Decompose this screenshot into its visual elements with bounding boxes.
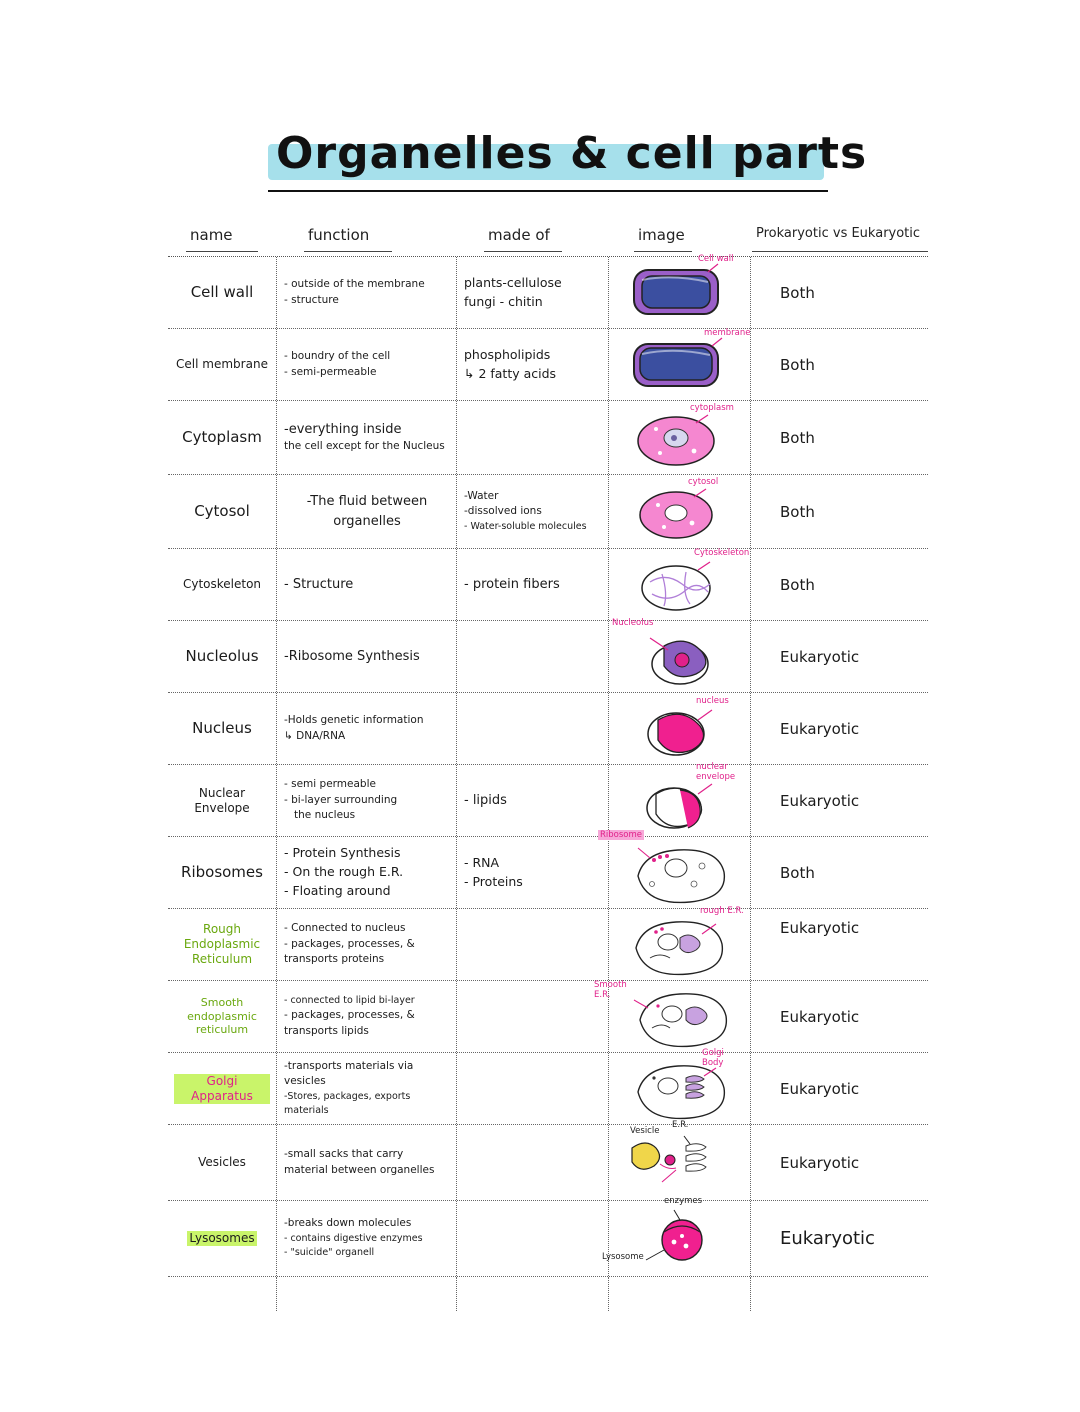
table-row <box>168 475 928 549</box>
cell-type <box>752 257 928 328</box>
function-line: - Protein Synthesis <box>284 845 401 861</box>
lysosome-icon <box>624 1206 736 1272</box>
type-value: Eukaryotic <box>780 1079 860 1098</box>
cell-image <box>600 829 750 908</box>
cytoskeleton-icon <box>624 552 736 618</box>
cell-organelle-name <box>168 909 276 980</box>
cell-organelle-name <box>168 693 276 764</box>
type-value: Eukaryotic <box>780 791 860 810</box>
function-line: -Stores, packages, exports materials <box>284 1091 414 1117</box>
col-divider <box>276 401 277 474</box>
function-list <box>284 769 450 832</box>
cell-organelle-name <box>168 401 276 474</box>
cell-type <box>752 621 928 692</box>
cell-function <box>278 765 456 836</box>
ribosomes-icon <box>624 840 736 906</box>
col-divider <box>276 329 277 400</box>
col-divider <box>276 475 277 548</box>
col-divider <box>276 981 277 1052</box>
header-made-of: made of <box>488 226 550 244</box>
organelle-name: Cytosol <box>194 502 250 521</box>
function-line: - "suicide" organell <box>284 1247 375 1259</box>
function-line: -Holds genetic information <box>284 713 424 726</box>
image-label: Cell wall <box>698 253 734 264</box>
type-value: Both <box>780 428 815 447</box>
header-underline-function <box>304 251 392 252</box>
col-divider <box>276 549 277 620</box>
cell-type <box>752 909 928 980</box>
col-divider <box>608 1277 609 1311</box>
made-of-line: -Water <box>464 489 499 502</box>
cell-made-of <box>458 1053 608 1124</box>
header-type: Prokaryotic vs Eukaryotic <box>756 226 921 241</box>
header-underline-made-of <box>484 251 562 252</box>
cell-made-of <box>458 621 608 692</box>
col-divider <box>608 765 609 836</box>
table-row <box>168 1195 928 1277</box>
table-row-empty <box>168 1277 928 1311</box>
function-line <box>284 1024 450 1040</box>
image-label: rough E.R. <box>700 905 744 916</box>
function-list <box>284 405 450 470</box>
col-divider <box>608 693 609 764</box>
organelle-name: Nucleus <box>192 719 252 738</box>
cell-function <box>278 837 456 908</box>
smooth-er-drawing <box>594 979 736 1050</box>
col-divider <box>456 981 457 1052</box>
col-divider <box>750 329 751 400</box>
function-list <box>284 1057 450 1120</box>
lysosome-drawing <box>602 1195 736 1272</box>
image-label: nuclear envelope <box>696 761 736 782</box>
cell-type <box>752 475 928 548</box>
cell-made-of <box>458 475 608 548</box>
cytoplasm-drawing <box>624 402 736 471</box>
organelle-name: Cell membrane <box>176 357 268 371</box>
col-divider <box>750 401 751 474</box>
type-value: Both <box>780 355 815 374</box>
col-divider <box>750 1125 751 1200</box>
cell-function <box>278 549 456 620</box>
made-of-line: fungi - chitin <box>464 293 543 309</box>
golgi-drawing <box>624 1047 736 1122</box>
col-divider <box>456 549 457 620</box>
cell-type <box>752 401 928 474</box>
col-divider <box>608 329 609 400</box>
made-of-line: phospholipids <box>464 346 551 362</box>
function-line: - Structure <box>284 576 354 592</box>
nuclear-envelope-drawing <box>624 761 736 834</box>
cell-made-of <box>458 693 608 764</box>
cell-organelle-name <box>168 1201 276 1276</box>
col-divider <box>608 1201 609 1276</box>
col-divider <box>750 909 751 980</box>
function-line: - On the rough E.R. <box>284 864 404 880</box>
function-line: - Connected to nucleus <box>284 921 406 934</box>
col-divider <box>456 1053 457 1124</box>
vesicles-drawing <box>624 1119 736 1196</box>
col-divider <box>750 549 751 620</box>
cell-made-of <box>458 765 608 836</box>
cell-wall-drawing <box>624 253 736 326</box>
cell-made-of <box>458 837 608 908</box>
cell-organelle-name <box>168 1053 276 1124</box>
organelles-table <box>168 222 928 1311</box>
cell-image <box>610 761 750 836</box>
type-value: Both <box>780 283 815 302</box>
function-line: -The fluid between <box>306 494 428 509</box>
table-row <box>168 761 928 837</box>
made-of-list <box>464 479 602 544</box>
ribosomes-drawing <box>600 829 736 906</box>
cell-function <box>278 981 456 1052</box>
smooth-er-icon <box>624 984 736 1050</box>
col-divider <box>276 765 277 836</box>
image-label: Nucleolus <box>612 617 654 628</box>
cell-organelle-name <box>168 257 276 328</box>
organelle-name: Nucleolus <box>185 647 259 666</box>
organelle-name: Smooth endoplasmic reticulum <box>187 995 257 1037</box>
function-list <box>284 333 450 396</box>
image-label: Golgi Body <box>702 1047 724 1068</box>
col-divider <box>276 1201 277 1276</box>
table-row <box>168 1119 928 1201</box>
cell-image <box>610 253 750 328</box>
cell-organelle-name <box>168 837 276 908</box>
col-divider <box>456 693 457 764</box>
cell-type <box>752 1201 928 1276</box>
table-row <box>168 1047 928 1125</box>
organelle-name: Nuclear Envelope <box>194 785 250 815</box>
image-label-left: Vesicle <box>630 1125 660 1136</box>
organelle-name-text: Lysosomes <box>189 1231 255 1245</box>
function-line: - boundry of the cell <box>284 349 391 362</box>
function-list <box>284 1205 450 1272</box>
function-line: -transports materials via vesicles <box>284 1059 417 1088</box>
function-list <box>284 697 450 760</box>
header-name: name <box>190 226 233 244</box>
function-line: -everything inside <box>284 421 402 437</box>
image-label-er: E.R. <box>672 1119 689 1130</box>
function-list <box>284 479 450 544</box>
function-line: - Floating around <box>284 882 391 898</box>
vesicles-icon <box>624 1130 736 1196</box>
col-divider <box>608 621 609 692</box>
cell-wall-icon <box>624 260 736 326</box>
type-value: Eukaryotic <box>780 919 860 937</box>
image-label: Cytoskeleton <box>694 547 750 558</box>
cell-function <box>278 693 456 764</box>
cell-type <box>752 1125 928 1200</box>
type-value: Eukaryotic <box>780 1153 860 1172</box>
function-line: material between organelles <box>284 1163 435 1176</box>
cell-function <box>278 1053 456 1124</box>
col-divider <box>608 401 609 474</box>
cell-image <box>610 329 750 400</box>
function-line: -Ribosome Synthesis <box>284 648 420 664</box>
cytoplasm-icon <box>624 402 736 471</box>
made-of-line: - Proteins <box>464 873 523 889</box>
nucleolus-icon <box>624 624 736 690</box>
col-divider <box>276 1125 277 1200</box>
image-label: nucleus <box>696 695 729 706</box>
made-of-line: -dissolved ions <box>464 505 542 518</box>
made-of-line: - Water-soluble molecules <box>464 521 587 533</box>
cell-function <box>278 401 456 474</box>
function-line: - contains digestive enzymes <box>284 1233 423 1245</box>
cell-organelle-name <box>168 329 276 400</box>
organelle-name: Cytoplasm <box>182 428 262 447</box>
function-line: the cell except for the Nucleus <box>284 440 445 453</box>
col-divider <box>456 329 457 400</box>
function-line: - structure <box>284 293 339 306</box>
table-row <box>168 905 928 981</box>
type-value: Both <box>780 863 815 882</box>
col-divider <box>456 257 457 328</box>
nucleolus-drawing <box>612 617 736 690</box>
table-row <box>168 253 928 329</box>
type-value: Both <box>780 502 815 521</box>
cell-type <box>752 837 928 908</box>
cell-type <box>752 981 928 1052</box>
col-divider <box>608 837 609 908</box>
cell-type <box>752 549 928 620</box>
table-row <box>168 617 928 693</box>
header-underline-type <box>752 251 928 252</box>
table-row <box>168 693 928 765</box>
cell-function <box>278 909 456 980</box>
nucleus-drawing <box>624 696 736 762</box>
type-value: Eukaryotic <box>780 719 860 738</box>
image-label: Ribosome <box>600 829 643 840</box>
col-divider <box>750 621 751 692</box>
function-list <box>284 553 450 616</box>
col-divider <box>750 1201 751 1276</box>
col-divider <box>276 1053 277 1124</box>
col-divider <box>456 837 457 908</box>
made-of-list <box>464 841 602 904</box>
table-row <box>168 329 928 401</box>
cell-function <box>278 621 456 692</box>
image-label: Smooth E.R. <box>594 979 627 1000</box>
made-of-list <box>464 769 602 832</box>
title-underline <box>268 190 828 192</box>
table-row <box>168 549 928 621</box>
image-label: cytosol <box>688 476 719 487</box>
cell-image <box>610 401 750 474</box>
cell-image <box>610 617 750 692</box>
col-divider <box>750 257 751 328</box>
cell-image <box>610 693 750 764</box>
function-line: ↳ DNA/RNA <box>284 729 346 742</box>
table-header-row <box>168 222 928 257</box>
col-divider <box>456 621 457 692</box>
col-divider <box>456 765 457 836</box>
col-divider <box>750 837 751 908</box>
col-divider <box>276 837 277 908</box>
function-line: organelles <box>333 513 401 529</box>
cell-organelle-name <box>168 475 276 548</box>
cell-image <box>610 1119 750 1200</box>
organelle-name: Ribosomes <box>181 863 263 882</box>
function-line: -small sacks that carry <box>284 1147 404 1160</box>
title-text: Organelles & cell parts <box>276 128 868 179</box>
cell-made-of <box>458 1125 608 1200</box>
header-underline-image <box>634 251 692 252</box>
made-of-list <box>464 553 602 616</box>
cell-function <box>278 257 456 328</box>
function-line: - bi-layer surrounding <box>284 793 398 806</box>
cell-image <box>610 549 750 620</box>
col-divider <box>456 1125 457 1200</box>
rough-er-icon <box>624 912 736 978</box>
col-divider <box>608 257 609 328</box>
page-title <box>268 128 868 198</box>
function-line: - outside of the membrane <box>284 277 425 290</box>
col-divider <box>608 475 609 548</box>
made-of-line: - lipids <box>464 792 507 808</box>
organelle-name <box>174 1205 270 1272</box>
header-underline-name <box>186 251 258 252</box>
cytosol-drawing <box>624 476 736 545</box>
cell-organelle-name <box>168 765 276 836</box>
function-line: the nucleus <box>294 809 356 822</box>
cell-function <box>278 1201 456 1276</box>
function-list <box>284 985 450 1048</box>
cell-type <box>752 765 928 836</box>
type-value: Eukaryotic <box>780 1228 875 1249</box>
table-row <box>168 401 928 475</box>
cell-image <box>610 475 750 548</box>
organelle-name: Cytoskeleton <box>182 577 262 591</box>
col-divider <box>750 765 751 836</box>
function-line: -breaks down molecules <box>284 1217 412 1230</box>
function-line-text: transports lipids <box>284 1024 369 1037</box>
table-row <box>168 829 928 909</box>
function-list <box>284 841 450 904</box>
cytoskeleton-drawing <box>624 547 750 618</box>
made-of-line: - RNA <box>464 854 500 870</box>
header-function: function <box>308 226 370 244</box>
type-value: Eukaryotic <box>780 647 860 666</box>
organelle-name <box>174 1057 270 1120</box>
cell-membrane-icon <box>624 332 736 398</box>
col-divider <box>276 693 277 764</box>
cell-made-of <box>458 981 608 1052</box>
function-line: - semi permeable <box>284 777 376 790</box>
cell-membrane-drawing <box>624 327 751 398</box>
made-of-list <box>464 333 602 396</box>
cell-made-of <box>458 257 608 328</box>
table-row <box>168 981 928 1053</box>
function-list <box>284 625 450 688</box>
col-divider <box>608 549 609 620</box>
col-divider <box>456 1201 457 1276</box>
cell-made-of <box>458 401 608 474</box>
made-of-line: ↳ 2 fatty acids <box>464 365 557 381</box>
rough-er-drawing <box>624 905 744 978</box>
header-image: image <box>638 226 685 244</box>
cell-image <box>610 905 750 980</box>
col-divider <box>276 909 277 980</box>
cell-made-of <box>458 329 608 400</box>
col-divider <box>456 475 457 548</box>
cell-organelle-name <box>168 621 276 692</box>
col-divider <box>456 909 457 980</box>
col-divider <box>750 1053 751 1124</box>
made-of-line: - protein fibers <box>464 576 560 592</box>
cell-organelle-name <box>168 1125 276 1200</box>
col-divider <box>608 1125 609 1200</box>
col-divider <box>276 1277 277 1311</box>
image-label: membrane <box>704 327 751 338</box>
function-line: - semi-permeable <box>284 365 377 378</box>
function-list <box>284 1129 450 1196</box>
type-value: Both <box>780 575 815 594</box>
col-divider <box>276 257 277 328</box>
cell-type <box>752 329 928 400</box>
function-line: - packages, processes, & <box>284 1008 415 1021</box>
cell-function <box>278 1125 456 1200</box>
col-divider <box>456 401 457 474</box>
cell-image <box>610 1047 750 1124</box>
cell-organelle-name <box>168 549 276 620</box>
image-label-secondary <box>630 1126 659 1136</box>
cell-made-of <box>458 1201 608 1276</box>
organelle-name: Vesicles <box>198 1155 246 1169</box>
image-label: cytoplasm <box>690 402 734 413</box>
cell-type <box>752 1053 928 1124</box>
cell-image <box>602 1195 750 1276</box>
function-line: - connected to lipid bi-layer <box>284 994 415 1006</box>
image-label: Lysosome <box>602 1251 644 1262</box>
made-of-list <box>464 261 602 324</box>
type-value: Eukaryotic <box>780 1007 860 1026</box>
col-divider <box>750 981 751 1052</box>
function-line: transports proteins <box>284 953 385 966</box>
col-divider <box>750 475 751 548</box>
organelle-name: Rough Endoplasmic Reticulum <box>183 922 261 966</box>
col-divider <box>608 909 609 980</box>
cell-made-of <box>458 909 608 980</box>
col-divider <box>276 621 277 692</box>
organelle-name-text: Golgi Apparatus <box>174 1074 270 1104</box>
cell-organelle-name <box>168 981 276 1052</box>
function-list <box>284 913 450 976</box>
col-divider <box>608 1053 609 1124</box>
cell-type <box>752 693 928 764</box>
cell-function <box>278 475 456 548</box>
cell-image <box>594 979 750 1052</box>
cytosol-icon <box>624 476 736 545</box>
cell-made-of <box>458 549 608 620</box>
image-label-enzymes: enzymes <box>664 1195 703 1206</box>
col-divider <box>750 693 751 764</box>
function-list <box>284 261 450 324</box>
organelle-name: Cell wall <box>190 283 254 302</box>
col-divider <box>750 1277 751 1311</box>
cell-function <box>278 329 456 400</box>
function-line: - packages, processes, & <box>284 937 415 950</box>
made-of-line: plants-cellulose <box>464 274 562 290</box>
col-divider <box>456 1277 457 1311</box>
